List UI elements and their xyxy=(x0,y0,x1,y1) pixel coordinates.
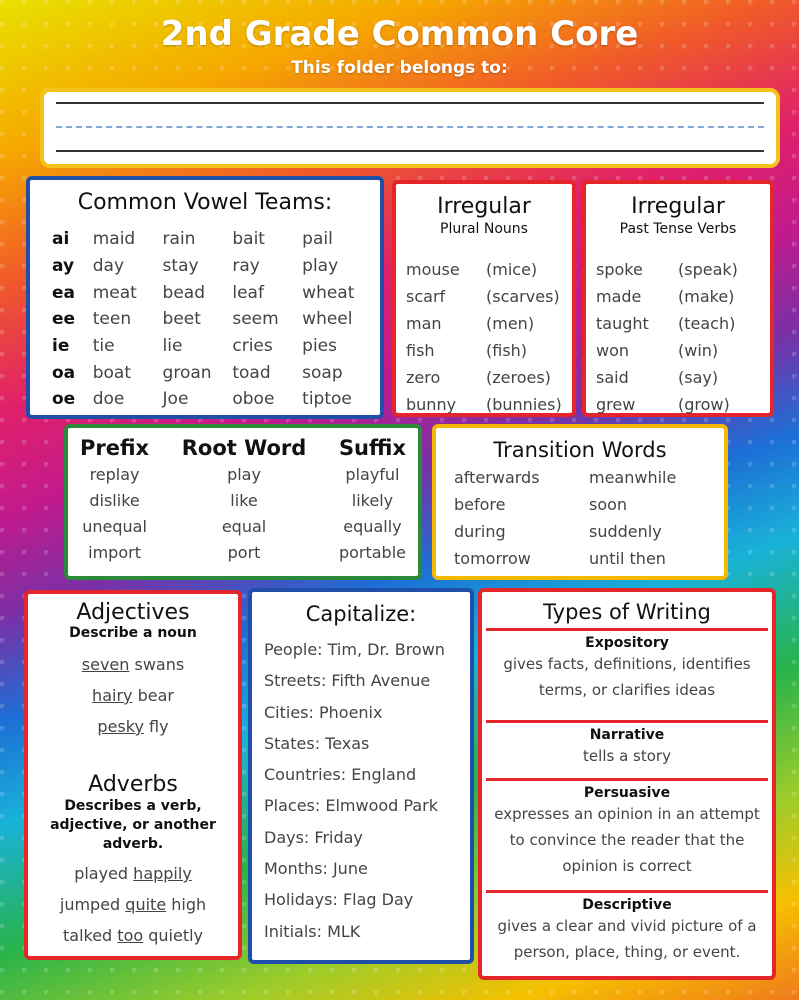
root-item: like xyxy=(230,491,258,510)
vowel-team: ie xyxy=(52,336,70,357)
plural-word: (zeroes) xyxy=(486,368,551,387)
root-item: equal xyxy=(221,517,267,536)
prefix-item: unequal xyxy=(82,517,147,536)
past-word: spoke xyxy=(596,260,643,279)
vowel-word: Joe xyxy=(162,389,189,410)
capitalize-panel xyxy=(248,588,474,964)
transition-word: before xyxy=(454,495,506,514)
vowel-word: lie xyxy=(162,336,183,357)
capitalize-row: States: Texas xyxy=(264,733,370,753)
writing-type-body: tells a story xyxy=(583,747,671,765)
word-pair xyxy=(596,283,738,310)
vowel-row xyxy=(52,253,372,280)
vowel-word: wheat xyxy=(302,282,355,303)
base-line xyxy=(56,150,764,152)
adverb-example: played happily xyxy=(74,864,192,883)
types-of-writing-title: Types of Writing xyxy=(543,600,711,624)
underlined-word: hairy xyxy=(92,686,133,705)
vowel-word: oboe xyxy=(232,389,275,410)
vowel-team: ai xyxy=(52,229,70,250)
singular-word: fish xyxy=(406,341,435,360)
irregular-past-title: Irregular xyxy=(631,194,725,219)
irregular-plural-title: Irregular xyxy=(437,194,531,219)
types-of-writing-panel xyxy=(478,588,776,980)
suffix-item: likely xyxy=(351,491,394,510)
word-pair xyxy=(406,337,562,364)
present-word: (make) xyxy=(678,287,735,306)
adverbs-title: Adverbs xyxy=(88,772,178,797)
transition-column xyxy=(589,464,724,572)
capitalize-row: Streets: Fifth Avenue xyxy=(264,671,431,691)
adjectives-description: Describe a noun xyxy=(69,625,197,641)
writing-type-body: expresses an opinion in an attempt to convince the reader that the opinion is correct xyxy=(494,805,760,875)
word-pair xyxy=(406,310,562,337)
past-word: made xyxy=(596,287,642,306)
vowel-word: seem xyxy=(232,309,279,330)
transition-words-title: Transition Words xyxy=(493,438,667,462)
capitalize-row: Countries: England xyxy=(264,765,417,785)
vowel-word: beet xyxy=(162,309,201,330)
transition-word: during xyxy=(454,522,506,541)
vowel-team: ea xyxy=(52,282,76,303)
vowel-word: meat xyxy=(92,282,137,303)
irregular-past-list xyxy=(596,256,738,418)
vowel-word: soap xyxy=(302,362,343,383)
transition-word: suddenly xyxy=(589,522,662,541)
capitalize-row: Cities: Phoenix xyxy=(264,702,383,722)
irregular-plural-list xyxy=(406,256,562,418)
capitalize-row: Initials: MLK xyxy=(264,921,361,941)
capitalize-row: Days: Friday xyxy=(264,827,363,847)
underlined-word: quite xyxy=(125,895,167,914)
vowel-row xyxy=(52,386,372,413)
writing-type-heading: Persuasive xyxy=(583,785,671,801)
vowel-word: leaf xyxy=(232,282,264,303)
name-writing-box[interactable] xyxy=(40,88,780,168)
word-pair xyxy=(596,256,738,283)
vowel-word: day xyxy=(92,256,125,277)
singular-word: bunny xyxy=(406,395,457,414)
writing-type-section xyxy=(486,720,768,778)
writing-type-body: gives a clear and vivid picture of a person, place, thing, or event. xyxy=(497,917,757,961)
vowel-word: toad xyxy=(232,362,271,383)
prefix-item: dislike xyxy=(89,491,140,510)
past-word: said xyxy=(596,368,629,387)
plural-word: (bunnies) xyxy=(486,395,562,414)
vowel-row xyxy=(52,226,372,253)
vowel-word: tie xyxy=(92,336,115,357)
vowel-word: rain xyxy=(162,229,196,250)
past-word: won xyxy=(596,341,630,360)
vowel-word: bead xyxy=(162,282,206,303)
word-pair xyxy=(406,364,562,391)
writing-type-section xyxy=(486,628,768,720)
middle-dashed-line xyxy=(56,126,764,128)
word-pair xyxy=(406,283,562,310)
singular-word: zero xyxy=(406,368,441,387)
word-pair xyxy=(596,337,738,364)
irregular-past-panel xyxy=(582,180,774,417)
vowel-teams-grid xyxy=(52,226,372,413)
past-word: taught xyxy=(596,314,649,333)
word-pair xyxy=(596,310,738,337)
present-word: (teach) xyxy=(678,314,736,333)
present-word: (win) xyxy=(678,341,719,360)
page-subtitle: This folder belongs to: xyxy=(291,58,508,78)
vowel-teams-panel xyxy=(26,176,384,419)
suffix-item: playful xyxy=(345,465,400,484)
word-pair xyxy=(406,391,562,418)
word-pair xyxy=(596,391,738,418)
capitalize-row: Places: Elmwood Park xyxy=(264,796,438,816)
singular-word: scarf xyxy=(406,287,446,306)
transition-word: until then xyxy=(589,549,666,568)
top-line xyxy=(56,102,764,104)
vowel-word: groan xyxy=(162,362,212,383)
adjective-example: hairy bear xyxy=(92,686,174,705)
suffix-item: portable xyxy=(338,543,406,562)
writing-type-section xyxy=(486,890,768,974)
suffix-title: Suffix xyxy=(338,436,406,460)
plural-word: (scarves) xyxy=(486,287,560,306)
prefix-title: Prefix xyxy=(80,436,150,460)
transition-word: soon xyxy=(589,495,628,514)
vowel-word: bait xyxy=(232,229,265,250)
irregular-past-subtitle: Past Tense Verbs xyxy=(619,221,737,237)
writing-type-heading: Narrative xyxy=(589,727,665,743)
root-word-title: Root Word xyxy=(181,436,307,460)
present-word: (grow) xyxy=(678,395,730,414)
adverb-example: jumped quite high xyxy=(59,895,207,914)
vowel-row xyxy=(52,333,372,360)
vowel-word: maid xyxy=(92,229,136,250)
vowel-word: pies xyxy=(302,336,338,357)
vowel-row xyxy=(52,306,372,333)
underlined-word: seven xyxy=(81,655,130,674)
writing-type-heading: Descriptive xyxy=(582,897,672,913)
vowel-word: teen xyxy=(92,309,132,330)
singular-word: mouse xyxy=(406,260,460,279)
transition-words-panel xyxy=(432,424,728,580)
vowel-team: oa xyxy=(52,362,76,383)
suffix-item: equally xyxy=(343,517,402,536)
adjectives-adverbs-panel xyxy=(24,590,242,960)
adverb-example: talked too quietly xyxy=(62,926,204,945)
vowel-word: stay xyxy=(162,256,199,277)
root-item: port xyxy=(227,543,261,562)
page-title: 2nd Grade Common Core xyxy=(160,14,639,54)
vowel-word: play xyxy=(302,256,339,277)
adverbs-description: Describes a verb, adjective, or another adverb. xyxy=(50,798,216,852)
vowel-word: wheel xyxy=(302,309,353,330)
prefix-column xyxy=(80,436,149,566)
vowel-team: ee xyxy=(52,309,76,330)
writing-type-section xyxy=(486,778,768,890)
vowel-team: oe xyxy=(52,389,76,410)
underlined-word: pesky xyxy=(97,717,144,736)
vowel-team: ay xyxy=(52,256,75,277)
suffix-column xyxy=(339,436,406,566)
underlined-word: too xyxy=(117,926,144,945)
adjective-example: pesky fly xyxy=(97,717,169,736)
transition-word: meanwhile xyxy=(589,468,677,487)
vowel-teams-title: Common Vowel Teams: xyxy=(77,190,333,215)
transition-column xyxy=(454,464,589,572)
vowel-row xyxy=(52,279,372,306)
word-parts-panel xyxy=(64,424,422,580)
word-pair xyxy=(596,364,738,391)
vowel-word: cries xyxy=(232,336,273,357)
writing-type-heading: Expository xyxy=(585,635,669,651)
vowel-word: boat xyxy=(92,362,132,383)
vowel-row xyxy=(52,359,372,386)
present-word: (say) xyxy=(678,368,719,387)
capitalize-row: People: Tim, Dr. Brown xyxy=(264,640,445,659)
vowel-word: ray xyxy=(232,256,260,277)
adjectives-title: Adjectives xyxy=(76,600,190,625)
past-word: grew xyxy=(596,395,636,414)
capitalize-row: Months: June xyxy=(264,859,368,879)
root-item: play xyxy=(227,465,261,484)
capitalize-title: Capitalize: xyxy=(305,602,417,626)
plural-word: (fish) xyxy=(486,341,528,360)
underlined-word: happily xyxy=(133,864,192,883)
present-word: (speak) xyxy=(678,260,738,279)
plural-word: (men) xyxy=(486,314,535,333)
adjective-example: seven swans xyxy=(81,655,185,674)
irregular-plural-subtitle: Plural Nouns xyxy=(440,221,528,237)
prefix-item: import xyxy=(88,543,141,562)
plural-word: (mice) xyxy=(486,260,538,279)
word-pair xyxy=(406,256,562,283)
vowel-word: pail xyxy=(302,229,333,250)
prefix-item: replay xyxy=(89,465,140,484)
vowel-word: tiptoe xyxy=(302,389,352,410)
transition-word: tomorrow xyxy=(454,549,531,568)
irregular-plural-panel xyxy=(392,180,576,417)
singular-word: man xyxy=(406,314,442,333)
capitalize-row: Holidays: Flag Day xyxy=(264,890,414,910)
transition-word: afterwards xyxy=(454,468,540,487)
vowel-word: doe xyxy=(92,389,125,410)
root-word-column xyxy=(182,436,307,566)
writing-type-body: gives facts, definitions, identifies terms, or clarifies ideas xyxy=(503,655,751,699)
